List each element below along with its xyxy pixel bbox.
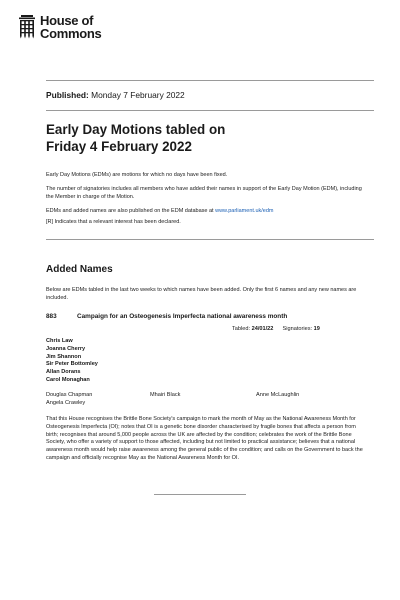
portcullis-icon: [18, 15, 36, 39]
sponsor-list: [46, 338, 98, 385]
intro-paragraph-3: [46, 207, 366, 215]
page-title-line-1: Early Day Motions tabled on: [46, 122, 226, 137]
published-divider: [46, 110, 374, 111]
added-name: Angela Crawley: [46, 400, 86, 406]
logo-line-1: House of: [40, 13, 94, 28]
relevant-interest-note: [R] Indicates that a relevant interest has been declared.: [46, 219, 181, 225]
edm-database-link[interactable]: www.parliament.uk/edm: [215, 208, 274, 214]
added-name: Mhairi Black: [150, 392, 181, 398]
intro-paragraph-2: The number of signatories includes all members who have added their names in support of the Early Day Motion (EDM), including the Member in charge of the Motion.: [46, 186, 362, 200]
page-title-line-2: Friday 4 February 2022: [46, 139, 192, 154]
sponsor-name: Chris Law: [46, 338, 73, 344]
motion-title: Campaign for an Osteogenesis Imperfecta national awareness month: [77, 313, 288, 320]
published-label: Published:: [46, 90, 89, 100]
tabled-label: Tabled:: [232, 326, 251, 332]
page-title: [46, 121, 366, 155]
sponsor-name: Sir Peter Bottomley: [46, 361, 98, 368]
added-name: Douglas Chapman: [46, 392, 93, 398]
top-divider: [46, 80, 374, 81]
signatories-label: Signatories:: [282, 326, 313, 332]
tabled-date: 24/01/22: [251, 326, 274, 332]
added-names-note: Below are EDMs tabled in the last two weeks to which names have been added. Only the first 6 names and any new names are included.: [46, 287, 357, 301]
motion-text: That this House recognises the Brittle Bone Society's campaign to mark the month of May as the National Awareness Month for Osteogenesis Imperfecta (OI); notes that OI is a genetic bone disorder characterised by fragile bones that affects a person from birth; recognises that around 5,000 people across the UK are affected by the condition; celebrates the work of the Brittle Bone Society, who offer a variety of support to those affected, including but not limited to practical assistance; believes that a national awareness month would help raise awareness among the general public of the condition; and calls on the Government to back the campaign and officially recognise May as the National Awareness Month for OI.: [46, 416, 363, 461]
added-name: Anne McLaughlin: [256, 392, 300, 398]
sponsor-name: Allan Dorans: [46, 369, 81, 376]
intro-divider: [46, 239, 374, 240]
sponsor-name: Jim Shannon: [46, 353, 82, 360]
edm-database-text: EDMs and added names are also published on the EDM database at: [46, 208, 214, 214]
published-date: Monday 7 February 2022: [91, 90, 185, 100]
house-of-commons-logo: [18, 14, 101, 40]
added-names-heading: Added Names: [46, 264, 113, 275]
sponsor-name: Joanna Cherry: [46, 345, 86, 352]
sponsor-name: Carol Monaghan: [46, 376, 90, 383]
motion-tabled-info: [232, 326, 320, 332]
intro-paragraph-1: Early Day Motions (EDMs) are motions for which no days have been fixed.: [46, 172, 228, 178]
end-divider: [154, 494, 246, 495]
published-line: [46, 90, 185, 100]
signatories-count: 19: [313, 326, 320, 332]
motion-number: 883: [46, 313, 57, 320]
logo-line-2: Commons: [40, 26, 102, 41]
